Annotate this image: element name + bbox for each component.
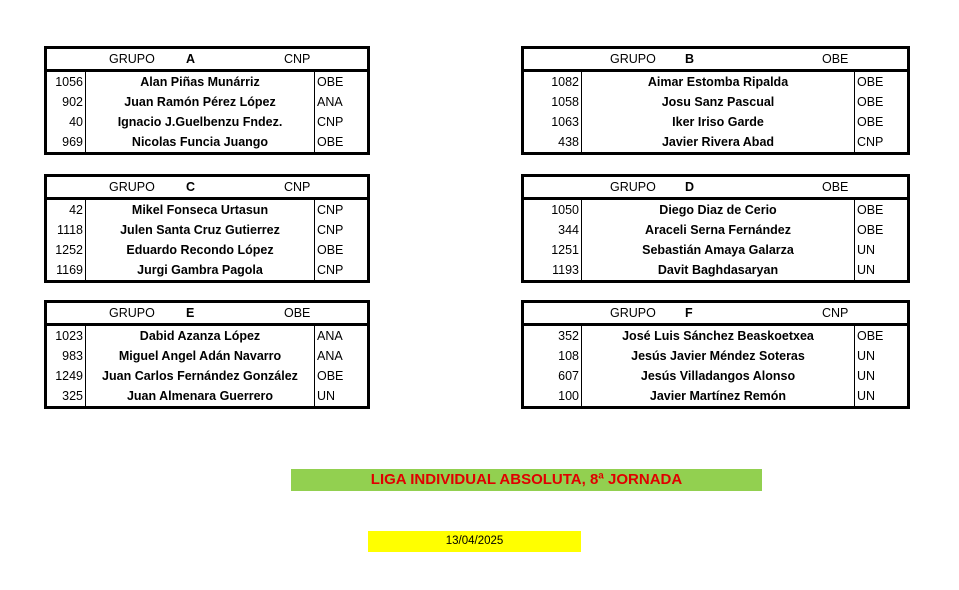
player-number: 1169 bbox=[47, 260, 86, 280]
player-number: 352 bbox=[524, 326, 582, 346]
player-name: Dabid Azanza López bbox=[86, 326, 315, 346]
player-number: 344 bbox=[524, 220, 582, 240]
table-row bbox=[47, 72, 367, 92]
group-header bbox=[524, 177, 907, 200]
player-club: OBE bbox=[857, 115, 884, 129]
player-name: Sebastián Amaya Galarza bbox=[582, 240, 855, 260]
table-row bbox=[524, 72, 907, 92]
table-row bbox=[47, 132, 367, 152]
player-name: José Luis Sánchez Beaskoetxea bbox=[582, 326, 855, 346]
player-number: 607 bbox=[524, 366, 582, 386]
player-number: 1193 bbox=[524, 260, 582, 280]
player-club: OBE bbox=[857, 95, 884, 109]
group-table-a bbox=[44, 46, 370, 155]
player-number: 983 bbox=[47, 346, 86, 366]
group-letter: D bbox=[685, 180, 695, 194]
player-number: 1063 bbox=[524, 112, 582, 132]
player-club: UN bbox=[317, 389, 336, 403]
group-letter: E bbox=[186, 306, 195, 320]
player-name: Miguel Angel Adán Navarro bbox=[86, 346, 315, 366]
player-number: 108 bbox=[524, 346, 582, 366]
player-number: 1050 bbox=[524, 200, 582, 220]
group-label: GRUPO bbox=[610, 52, 656, 66]
player-number: 1082 bbox=[524, 72, 582, 92]
table-row bbox=[47, 326, 367, 346]
group-club: CNP bbox=[822, 306, 849, 320]
table-row bbox=[47, 366, 367, 386]
table-row bbox=[47, 386, 367, 406]
player-name: Javier Martínez Remón bbox=[582, 386, 855, 406]
group-table-d bbox=[521, 174, 910, 283]
group-table-c bbox=[44, 174, 370, 283]
player-name: Jesús Villadangos Alonso bbox=[582, 366, 855, 386]
player-name: Juan Carlos Fernández González bbox=[86, 366, 315, 386]
player-club: CNP bbox=[317, 263, 344, 277]
group-label: GRUPO bbox=[610, 306, 656, 320]
player-name: Davit Baghdasaryan bbox=[582, 260, 855, 280]
table-row bbox=[524, 200, 907, 220]
player-club: UN bbox=[857, 389, 876, 403]
player-club: CNP bbox=[317, 115, 344, 129]
player-name: Ignacio J.Guelbenzu Fndez. bbox=[86, 112, 315, 132]
player-name: Jesús Javier Méndez Soteras bbox=[582, 346, 855, 366]
player-club: ANA bbox=[317, 329, 343, 343]
group-label: GRUPO bbox=[109, 180, 155, 194]
player-number: 325 bbox=[47, 386, 86, 406]
group-header bbox=[47, 303, 367, 326]
player-club: UN bbox=[857, 369, 876, 383]
group-letter: F bbox=[685, 306, 693, 320]
table-row bbox=[47, 200, 367, 220]
group-table-e bbox=[44, 300, 370, 409]
player-number: 1056 bbox=[47, 72, 86, 92]
player-club: OBE bbox=[317, 135, 344, 149]
group-letter: C bbox=[186, 180, 196, 194]
group-table-b bbox=[521, 46, 910, 155]
table-row bbox=[47, 240, 367, 260]
player-name: Eduardo Recondo López bbox=[86, 240, 315, 260]
player-club: OBE bbox=[857, 203, 884, 217]
player-club: ANA bbox=[317, 349, 343, 363]
player-name: Aimar Estomba Ripalda bbox=[582, 72, 855, 92]
table-row bbox=[524, 92, 907, 112]
player-club: UN bbox=[857, 243, 876, 257]
table-row bbox=[47, 92, 367, 112]
player-name: Iker Iriso Garde bbox=[582, 112, 855, 132]
league-title-banner: LIGA INDIVIDUAL ABSOLUTA, 8ª JORNADA bbox=[291, 469, 762, 491]
group-label: GRUPO bbox=[109, 306, 155, 320]
group-table-f bbox=[521, 300, 910, 409]
player-club: OBE bbox=[317, 369, 344, 383]
player-name: Araceli Serna Fernández bbox=[582, 220, 855, 240]
player-number: 1249 bbox=[47, 366, 86, 386]
player-club: OBE bbox=[857, 223, 884, 237]
player-number: 1252 bbox=[47, 240, 86, 260]
table-row bbox=[47, 112, 367, 132]
group-club: CNP bbox=[284, 52, 311, 66]
table-row bbox=[524, 346, 907, 366]
player-club: UN bbox=[857, 263, 876, 277]
player-number: 438 bbox=[524, 132, 582, 152]
group-label: GRUPO bbox=[610, 180, 656, 194]
player-club: OBE bbox=[317, 243, 344, 257]
table-row bbox=[47, 220, 367, 240]
player-name: Nicolas Funcia Juango bbox=[86, 132, 315, 152]
group-letter: B bbox=[685, 52, 695, 66]
player-name: Jurgi Gambra Pagola bbox=[86, 260, 315, 280]
player-number: 40 bbox=[47, 112, 86, 132]
player-name: Javier Rivera Abad bbox=[582, 132, 855, 152]
table-row bbox=[524, 386, 907, 406]
group-club: CNP bbox=[284, 180, 311, 194]
player-name: Mikel Fonseca Urtasun bbox=[86, 200, 315, 220]
group-header bbox=[524, 303, 907, 326]
player-club: UN bbox=[857, 349, 876, 363]
player-number: 1118 bbox=[47, 220, 86, 240]
player-name: Josu Sanz Pascual bbox=[582, 92, 855, 112]
player-name: Juan Ramón Pérez López bbox=[86, 92, 315, 112]
player-number: 902 bbox=[47, 92, 86, 112]
table-row bbox=[524, 366, 907, 386]
group-header bbox=[47, 177, 367, 200]
table-row bbox=[524, 326, 907, 346]
group-club: OBE bbox=[822, 52, 849, 66]
date-box: 13/04/2025 bbox=[368, 531, 581, 552]
player-name: Diego Diaz de Cerio bbox=[582, 200, 855, 220]
player-number: 1023 bbox=[47, 326, 86, 346]
player-club: CNP bbox=[857, 135, 884, 149]
player-club: CNP bbox=[317, 203, 344, 217]
table-row bbox=[47, 260, 367, 280]
group-club: OBE bbox=[284, 306, 311, 320]
group-header bbox=[47, 49, 367, 72]
group-club: OBE bbox=[822, 180, 849, 194]
table-row bbox=[524, 132, 907, 152]
player-number: 1251 bbox=[524, 240, 582, 260]
player-name: Julen Santa Cruz Gutierrez bbox=[86, 220, 315, 240]
player-number: 969 bbox=[47, 132, 86, 152]
player-club: OBE bbox=[317, 75, 344, 89]
player-club: OBE bbox=[857, 75, 884, 89]
player-number: 1058 bbox=[524, 92, 582, 112]
player-number: 100 bbox=[524, 386, 582, 406]
player-club: OBE bbox=[857, 329, 884, 343]
table-row bbox=[524, 112, 907, 132]
table-row bbox=[524, 240, 907, 260]
table-row bbox=[524, 220, 907, 240]
player-club: CNP bbox=[317, 223, 344, 237]
player-name: Alan Piñas Munárriz bbox=[86, 72, 315, 92]
player-number: 42 bbox=[47, 200, 86, 220]
player-club: ANA bbox=[317, 95, 343, 109]
player-name: Juan Almenara Guerrero bbox=[86, 386, 315, 406]
group-header bbox=[524, 49, 907, 72]
group-label: GRUPO bbox=[109, 52, 155, 66]
table-row bbox=[524, 260, 907, 280]
group-letter: A bbox=[186, 52, 196, 66]
table-row bbox=[47, 346, 367, 366]
